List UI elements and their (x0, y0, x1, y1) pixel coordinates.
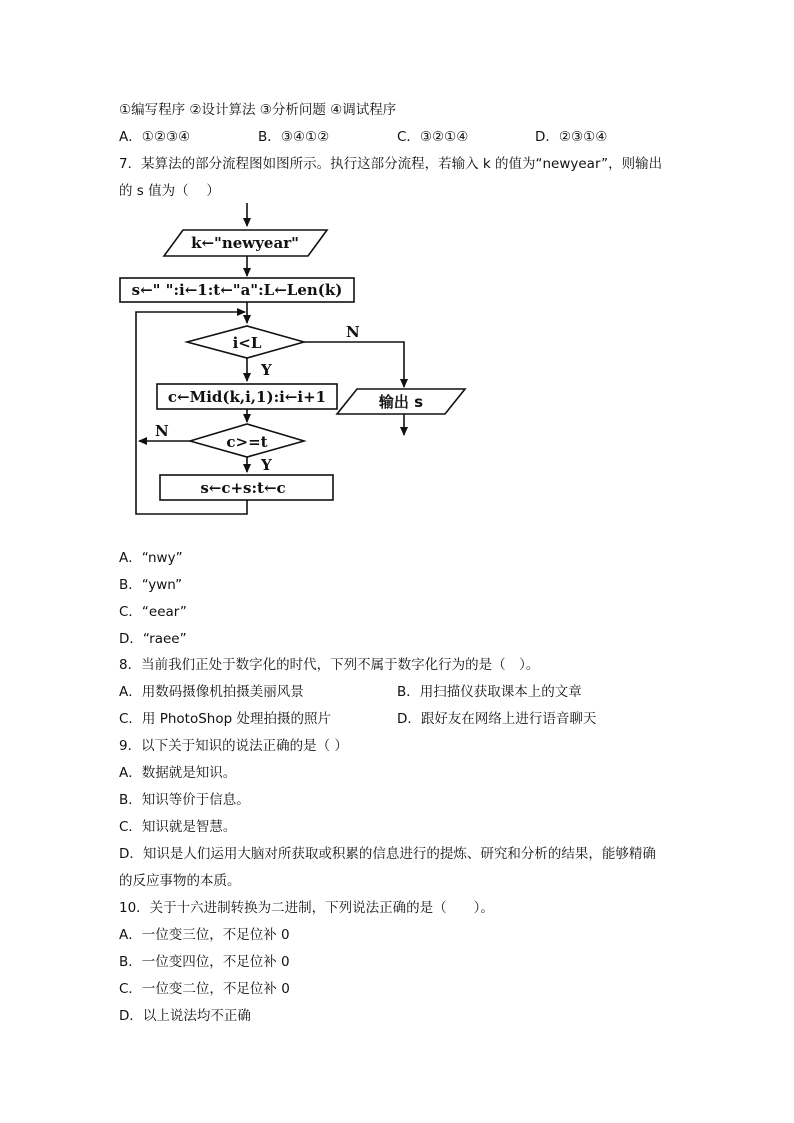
input-label: k←"newyear" (191, 234, 299, 252)
q8-option-b: B．用扫描仪获取课本上的文章 (397, 684, 582, 700)
cond2-no-label: N (155, 422, 169, 440)
q8-option-c: C．用 PhotoShop 处理拍摄的照片 (119, 711, 331, 727)
q9-option-d-line1: D．知识是人们运用大脑对所获取或积累的信息进行的提炼、研究和分析的结果，能够精确 (119, 846, 656, 862)
flow-arrow-cond1-no (304, 342, 404, 387)
process1-label: c←Mid(k,i,1):i←i+1 (167, 388, 327, 406)
cond2-label: c>=t (226, 433, 268, 451)
q10-option-a: A．一位变三位，不足位补 0 (119, 927, 290, 943)
q10-option-b: B．一位变四位，不足位补 0 (119, 954, 290, 970)
q7-stem-line2: 的 s 值为（ ） (119, 183, 220, 199)
cond1-yes-label: Y (261, 361, 272, 379)
q8-option-d: D．跟好友在网络上进行语音聊天 (397, 711, 597, 727)
cond2-yes-label: Y (261, 456, 272, 474)
q8-option-a: A．用数码摄像机拍摄美丽风景 (119, 684, 304, 700)
q10-stem: 10．关于十六进制转换为二进制，下列说法正确的是（ ）。 (119, 900, 494, 916)
q8-stem: 8．当前我们正处于数字化的时代，下列不属于数字化行为的是（ ）。 (119, 657, 540, 673)
q9-stem: 9．以下关于知识的说法正确的是（ ） (119, 738, 348, 754)
q6-option-c: C．③②①④ (397, 129, 469, 145)
q6-option-b: B．③④①② (258, 129, 330, 145)
output-label: 输出 s (378, 393, 424, 411)
q9-option-b: B．知识等价于信息。 (119, 792, 250, 808)
q6-option-a: A．①②③④ (119, 129, 191, 145)
cond1-label: i<L (232, 334, 262, 352)
q10-option-c: C．一位变二位，不足位补 0 (119, 981, 290, 997)
q7-option-b: B．“ywn” (119, 577, 183, 593)
q9-option-c: C．知识就是智慧。 (119, 819, 237, 835)
process2-label: s←c+s:t←c (200, 479, 286, 497)
q9-option-a: A．数据就是知识。 (119, 765, 237, 781)
q7-option-c: C．“eear” (119, 604, 187, 620)
q9-option-d-line2: 的反应事物的本质。 (119, 873, 241, 889)
q6-steps: ①编写程序 ②设计算法 ③分析问题 ④调试程序 (119, 102, 397, 118)
q7-option-d: D．“raee” (119, 631, 187, 647)
q7-option-a: A．“nwy” (119, 550, 183, 566)
init-label: s←" ":i←1:t←"a":L←Len(k) (131, 281, 343, 299)
q7-stem-line1: 7．某算法的部分流程图如图所示。执行这部分流程，若输入 k 的值为“newyear”，则输出 (119, 156, 663, 172)
q6-option-d: D．②③①④ (535, 129, 608, 145)
cond1-no-label: N (346, 323, 360, 341)
q10-option-d: D．以上说法均不正确 (119, 1008, 251, 1024)
